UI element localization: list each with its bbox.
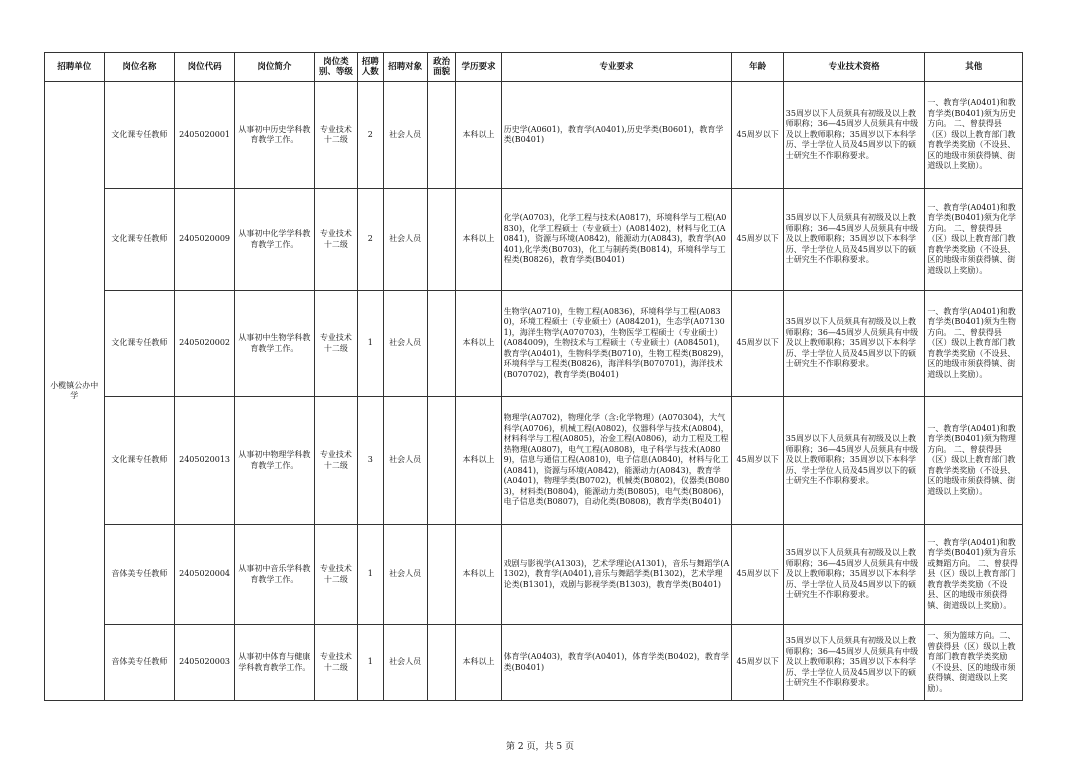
header-category-level: 岗位类别、等级 [314,53,357,82]
position-age: 45周岁以下 [732,397,783,525]
position-qualification: 35周岁以下人员须具有初级及以上教师职称；36—45周岁人员须具有中级及以上教师职称；35周岁以下本科学历、学士学位人员及45周岁以下的硕士研究生不作职称要求。 [783,625,925,701]
position-other: 一、教育学(A0401)和教育学类(B0401)须为音乐或舞蹈方向。 二、曾获得县（区）级以上教育部门教育教学类奖励（不设县、区的地级市须获得镇、街道级以上奖励）。 [925,525,1023,625]
position-target: 社会人员 [383,397,427,525]
position-level: 专业技术十二级 [314,525,357,625]
unit-cell: 小榄镇公办中学 [45,82,105,701]
position-qualification: 35周岁以下人员须具有初级及以上教师职称；36—45周岁人员须具有中级及以上教师职称；35周岁以下本科学历、学士学位人员及45周岁以下的硕士研究生不作职称要求。 [783,291,925,397]
position-education: 本科以上 [456,525,501,625]
position-code: 2405020004 [175,525,235,625]
position-desc: 从事初中历史学科教育教学工作。 [234,82,314,189]
job-table-container [44,52,1023,701]
position-target: 社会人员 [383,525,427,625]
header-education: 学历要求 [456,53,501,82]
header-row [45,53,1023,82]
position-target: 社会人员 [383,189,427,291]
position-education: 本科以上 [456,189,501,291]
header-target: 招聘对象 [383,53,427,82]
position-age: 45周岁以下 [732,525,783,625]
header-age: 年龄 [732,53,783,82]
position-other: 一、教育学(A0401)和教育学类(B0401)须为生物方向。 二、曾获得县（区）级以上教育部门教育教学类奖励（不设县、区的地级市须获得镇、街道级以上奖励）。 [925,291,1023,397]
position-major: 化学(A0703)，化学工程与技术(A0817)，环境科学与工程(A0830)，化学工程硕士（专业硕士）(A081402)，材料与化工(A0841)，资源与环境(A0842)，能源动力(A0843)，教育学(A0401),化学类(B0703)，化工与制药类(B0814)，环境科学与工程类(B0826)，教育学类(B0401) [501,189,732,291]
position-desc: 从事初中生物学科教育教学工作。 [234,291,314,397]
position-qualification: 35周岁以下人员须具有初级及以上教师职称；36—45周岁人员须具有中级及以上教师职称；35周岁以下本科学历、学士学位人员及45周岁以下的硕士研究生不作职称要求。 [783,82,925,189]
position-name: 文化课专任教师 [104,397,175,525]
position-name: 文化课专任教师 [104,291,175,397]
position-political [427,82,456,189]
header-position-code: 岗位代码 [175,53,235,82]
header-count: 招聘人数 [357,53,383,82]
position-education: 本科以上 [456,82,501,189]
position-desc: 从事初中化学学科教育教学工作。 [234,189,314,291]
position-qualification: 35周岁以下人员须具有初级及以上教师职称；36—45周岁人员须具有中级及以上教师职称；35周岁以下本科学历、学士学位人员及45周岁以下的硕士研究生不作职称要求。 [783,397,925,525]
header-major: 专业要求 [501,53,732,82]
position-political [427,291,456,397]
position-political [427,525,456,625]
position-major: 生物学(A0710)，生物工程(A0836)，环境科学与工程(A0830)，环境工程硕士（专业硕士）(A084201)，生态学(A071301)，海洋生物学(A070703)，生物医学工程硕士（专业硕士）(A084009)，生物技术与工程硕士（专业硕士）(A084501)，教育学(A0401)，生物科学类(B0710)，生物工程类(B0829)，环境科学与工程类(B0826)，海洋科学(B070701)，海洋技术(B070702)，教育学类(B0401) [501,291,732,397]
position-desc: 从事初中物理学科教育教学工作。 [234,397,314,525]
position-name: 文化课专任教师 [104,189,175,291]
position-target: 社会人员 [383,291,427,397]
position-other: 一、教育学(A0401)和教育学类(B0401)须为历史方向。 二、曾获得县（区）级以上教育部门教育教学类奖励（不设县、区的地级市须获得镇、街道级以上奖励）。 [925,82,1023,189]
position-code: 2405020009 [175,189,235,291]
header-position-name: 岗位名称 [104,53,175,82]
table-row [45,397,1023,525]
position-qualification: 35周岁以下人员须具有初级及以上教师职称；36—45周岁人员须具有中级及以上教师职称；35周岁以下本科学历、学士学位人员及45周岁以下的硕士研究生不作职称要求。 [783,189,925,291]
position-age: 45周岁以下 [732,189,783,291]
position-age: 45周岁以下 [732,82,783,189]
header-qualification: 专业技术资格 [783,53,925,82]
position-major: 戏剧与影视学(A1303)，艺术学理论(A1301)，音乐与舞蹈学(A1302)，教育学(A0401),音乐与舞蹈学类(B1302)，艺术学理论类(B1301)，戏剧与影视学类(B1303)，教育学类(B0401) [501,525,732,625]
table-row [45,189,1023,291]
position-major: 物理学(A0702)，物理化学（含:化学物理）(A070304)，大气科学(A0706)，机械工程(A0802)，仪器科学与技术(A0804)，材料科学与工程(A0805)，冶金工程(A0806)，动力工程及工程热物理(A0807)，电气工程(A0808)，电子科学与技术(A0809)，信息与通信工程(A0810)，电子信息(A0840)，材料与化工(A0841)，资源与环境(A0842)，能源动力(A0843)，教育学(A0401)，物理学类(B0702)，机械类(B0802)，仪器类(B0803)，材料类(B0804)，能源动力类(B0805)，电气类(B0806)，电子信息类(B0807)，自动化类(B0808)，教育学类(B0401) [501,397,732,525]
position-target: 社会人员 [383,82,427,189]
header-unit: 招聘单位 [45,53,105,82]
table-row [45,625,1023,701]
position-major: 体育学(A0403)，教育学(A0401)，体育学类(B0402)，教育学类(B0401) [501,625,732,701]
position-code: 2405020003 [175,625,235,701]
position-count: 2 [357,189,383,291]
position-level: 专业技术十二级 [314,189,357,291]
position-name: 音体美专任教师 [104,525,175,625]
position-code: 2405020013 [175,397,235,525]
position-other: 一、教育学(A0401)和教育学类(B0401)须为化学方向。 二、曾获得县（区）级以上教育部门教育教学类奖励（不设县、区的地级市须获得镇、街道级以上奖励）。 [925,189,1023,291]
header-other: 其他 [925,53,1023,82]
position-desc: 从事初中体育与健康学科教育教学工作。 [234,625,314,701]
position-target: 社会人员 [383,625,427,701]
header-position-desc: 岗位简介 [234,53,314,82]
table-row [45,82,1023,189]
position-major: 历史学(A0601)，教育学(A0401),历史学类(B0601)，教育学类(B0401) [501,82,732,189]
position-political [427,397,456,525]
position-code: 2405020001 [175,82,235,189]
position-level: 专业技术十二级 [314,82,357,189]
position-name: 音体美专任教师 [104,625,175,701]
position-level: 专业技术十二级 [314,625,357,701]
position-count: 1 [357,625,383,701]
position-other: 一、须为篮球方向。二、曾获得县（区）级以上教育部门教育教学类奖励（不设县、区的地级市须获得镇、街道级以上奖励）。 [925,625,1023,701]
position-education: 本科以上 [456,397,501,525]
position-political [427,625,456,701]
position-age: 45周岁以下 [732,625,783,701]
position-level: 专业技术十二级 [314,397,357,525]
table-row [45,291,1023,397]
position-level: 专业技术十二级 [314,291,357,397]
position-education: 本科以上 [456,291,501,397]
position-qualification: 35周岁以下人员须具有初级及以上教师职称；36—45周岁人员须具有中级及以上教师职称；35周岁以下本科学历、学士学位人员及45周岁以下的硕士研究生不作职称要求。 [783,525,925,625]
position-age: 45周岁以下 [732,291,783,397]
position-name: 文化课专任教师 [104,82,175,189]
header-political: 政治面貌 [427,53,456,82]
position-count: 1 [357,291,383,397]
position-education: 本科以上 [456,625,501,701]
position-count: 2 [357,82,383,189]
job-table [44,52,1023,701]
position-count: 3 [357,397,383,525]
position-other: 一、教育学(A0401)和教育学类(B0401)须为物理方向。 二、曾获得县（区）级以上教育部门教育教学类奖励（不设县、区的地级市须获得镇、街道级以上奖励）。 [925,397,1023,525]
position-desc: 从事初中音乐学科教育教学工作。 [234,525,314,625]
table-row [45,525,1023,625]
position-code: 2405020002 [175,291,235,397]
position-political [427,189,456,291]
position-count: 1 [357,525,383,625]
page-footer: 第 2 页，共 5 页 [506,742,574,752]
